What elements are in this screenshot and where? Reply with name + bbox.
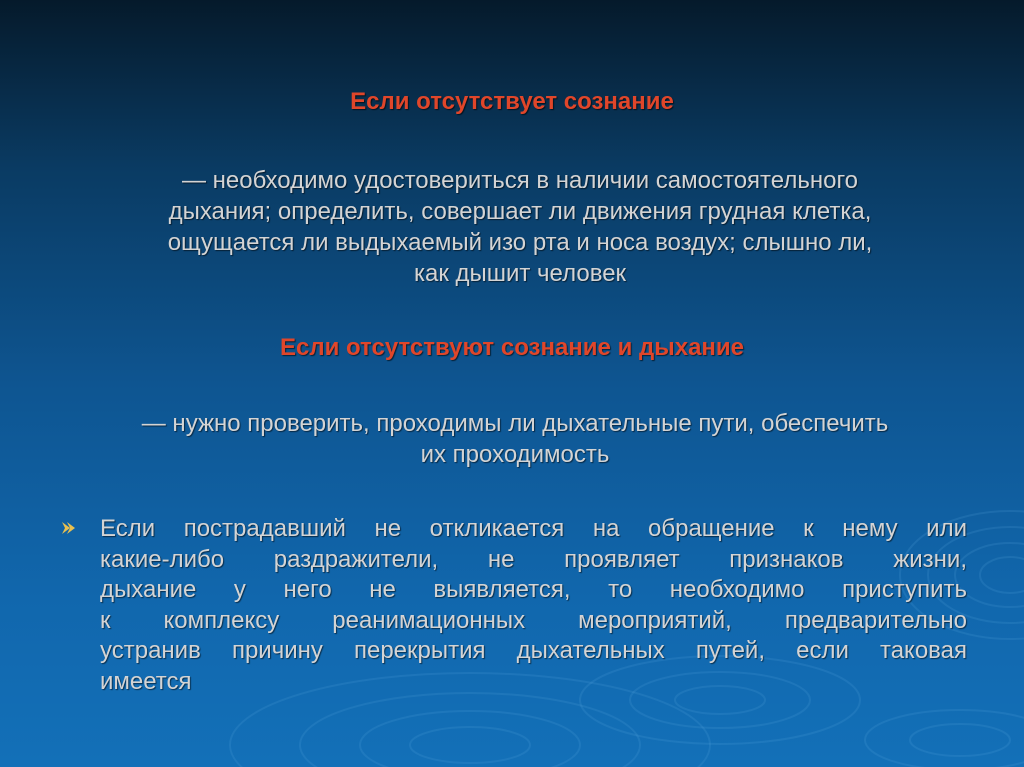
paragraph-check-airways <box>40 408 990 470</box>
paragraph-line: их проходимость <box>420 441 610 468</box>
bullet-line: к комплексу реанимационных мероприятий, предварительно <box>100 606 967 634</box>
paragraph-line: — необходимо удостовериться в наличии самостоятельного <box>181 167 859 194</box>
chevron-right-arrow-icon <box>60 520 76 536</box>
bullet-line: имеется <box>100 667 192 695</box>
paragraph-line: как дышит человек <box>413 260 627 287</box>
bullet-line: Если пострадавший не откликается на обращение к нему или <box>100 515 967 542</box>
paragraph-check-breathing <box>60 165 980 289</box>
paragraph-line: дыхания; определить, совершает ли движения грудная клетка, <box>168 198 872 225</box>
bullet-line: дыхание у него не выявляется, то необходимо приступить <box>100 576 967 603</box>
bullet-text <box>100 514 967 697</box>
heading-no-consciousness: Если отсутствует сознание <box>350 88 674 115</box>
bullet-line: устранив причину перекрытия дыхательных путей, если таковая <box>100 637 967 664</box>
paragraph-line: — нужно проверить, проходимы ли дыхательные пути, обеспечить <box>141 410 889 437</box>
heading-no-consciousness-and-breathing: Если отсутствуют сознание и дыхание <box>279 334 745 361</box>
paragraph-line: ощущается ли выдыхаемый изо рта и носа воздух; слышно ли, <box>167 229 873 256</box>
bullet-line: какие-либо раздражители, не проявляет признаков жизни, <box>100 545 967 573</box>
